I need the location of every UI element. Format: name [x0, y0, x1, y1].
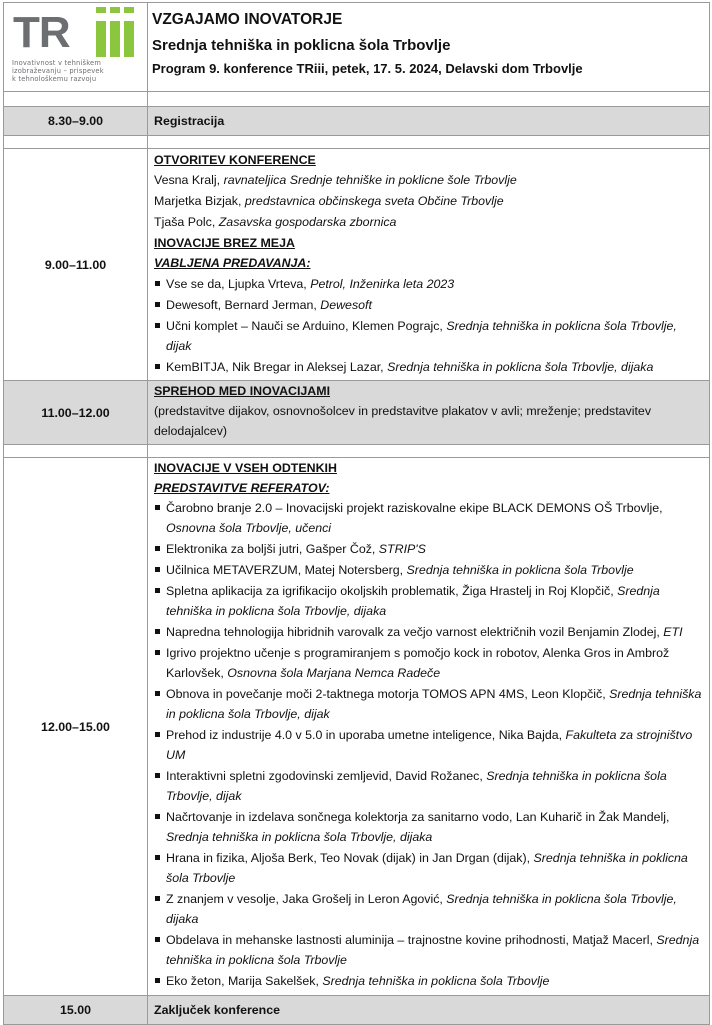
list-item: Igrivo projektno učenje s programiranjem s pomočjo kock in robotov, Alenka Gros in Ambrož Karlovšek, Osnovna šola Marjana Nemca Radeče — [154, 643, 705, 683]
opening-content — [148, 149, 710, 381]
subsection-title: PREDSTAVITVE REFERATOV: — [154, 481, 330, 495]
speaker-line: Vesna Kralj, ravnateljica Srednje tehniške in poklicne šole Trbovlje — [154, 173, 517, 187]
list-item: Čarobno branje 2.0 – Inovacijski projekt raziskovalne ekipe BLACK DEMONS OŠ Trbovlje, Osnovna šola Trbovlje, učenci — [154, 498, 705, 538]
page-title: VZGAJAMO INOVATORJE — [152, 11, 343, 28]
logo-bars-icon — [96, 7, 136, 57]
closing-title: Zaključek konference — [148, 996, 710, 1025]
list-item: Eko žeton, Marija Sakelšek, Srednja tehniška in poklicna šola Trbovlje — [154, 971, 705, 991]
list-item: Interaktivni spletni zgodovinski zemljevid, David Rožanec, Srednja tehniška in poklicna šola Trbovlje, dijak — [154, 766, 705, 806]
list-item: Hrana in fizika, Aljoša Berk, Teo Novak (dijak) in Jan Drgan (dijak), Srednja tehniška in poklicna šola Trbovlje — [154, 848, 705, 888]
section-title: INOVACIJE V VSEH ODTENKIH — [154, 461, 337, 475]
subsection-title: VABLJENA PREDAVANJA: — [154, 256, 311, 270]
logo-letters: TR — [13, 8, 70, 57]
program-line: Program 9. konference TRiii, petek, 17. 5. 2024, Delavski dom Trbovlje — [152, 61, 583, 76]
time-cell: 12.00–15.00 — [4, 458, 148, 996]
program-table — [3, 2, 710, 1025]
invited-list — [154, 274, 705, 377]
logo-tagline: Inovativnost v tehniškem izobraževanju – prispevek k tehnološkemu razvoju — [12, 59, 104, 83]
row-opening — [4, 149, 710, 381]
list-item: Elektronika za boljši jutri, Gašper Čož, STRIP'S — [154, 539, 705, 559]
header-cell — [148, 3, 710, 92]
list-item: Načrtovanje in izdelava sončnega kolektorja za sanitarno vodo, Lan Kuharič in Žak Mandelj, Srednja tehniška in poklicna šola Trbovlje, dijaka — [154, 807, 705, 847]
time-cell: 11.00–12.00 — [4, 381, 148, 445]
row-closing — [4, 996, 710, 1025]
talks-list — [154, 498, 705, 991]
row-talks — [4, 458, 710, 996]
list-item: Vse se da, Ljupka Vrteva, Petrol, Inženirka leta 2023 — [154, 274, 705, 294]
logo-cell — [4, 3, 148, 92]
speaker-line: Marjetka Bizjak, predstavnica občinskega sveta Občine Trbovlje — [154, 194, 504, 208]
list-item: Napredna tehnologija hibridnih varovalk za večjo varnost električnih vozil Benjamin Zlodej, ETI — [154, 622, 705, 642]
section-title: OTVORITEV KONFERENCE — [154, 153, 316, 167]
list-item: Z znanjem v vesolje, Jaka Grošelj in Leron Agović, Srednja tehniška in poklicna šola Trbovlje, dijaka — [154, 889, 705, 929]
talks-content — [148, 458, 710, 996]
walk-description: (predstavitve dijakov, osnovnošolcev in predstavitve plakatov v avli; mreženje; predstavitev delodajalcev) — [154, 404, 652, 438]
row-walk — [4, 381, 710, 445]
triii-logo — [12, 5, 142, 95]
section-title: INOVACIJE BREZ MEJA — [154, 236, 295, 250]
speaker-line: Tjaša Polc, Zasavska gospodarska zbornica — [154, 215, 397, 229]
registration-title: Registracija — [148, 107, 710, 136]
list-item: KemBITJA, Nik Bregar in Aleksej Lazar, Srednja tehniška in poklicna šola Trbovlje, dijaka — [154, 357, 705, 377]
time-cell: 8.30–9.00 — [4, 107, 148, 136]
row-registration — [4, 107, 710, 136]
list-item: Prehod iz industrije 4.0 v 5.0 in uporaba umetne inteligence, Nika Bajda, Fakulteta za strojništvo UM — [154, 725, 705, 765]
list-item: Obdelava in mehanske lastnosti aluminija – trajnostne kovine prihodnosti, Matjaž Macerl, Srednja tehniška in poklicna šola Trbovlje — [154, 930, 705, 970]
time-cell: 15.00 — [4, 996, 148, 1025]
section-title: SPREHOD MED INOVACIJAMI — [154, 384, 331, 398]
list-item: Učilnica METAVERZUM, Matej Notersberg, Srednja tehniška in poklicna šola Trbovlje — [154, 560, 705, 580]
list-item: Spletna aplikacija za igrifikacijo okoljskih problematik, Žiga Hrastelj in Roj Klopčič, Srednja tehniška in poklicna šola Trbovlje, dijaka — [154, 581, 705, 621]
time-cell: 9.00–11.00 — [4, 149, 148, 381]
list-item: Obnova in povečanje moči 2-taktnega motorja TOMOS APN 4MS, Leon Klopčič, Srednja tehniška in poklicna šola Trbovlje, dijak — [154, 684, 705, 724]
list-item: Učni komplet – Nauči se Arduino, Klemen Pograjc, Srednja tehniška in poklicna šola Trbovlje, dijak — [154, 316, 705, 356]
school-name: Srednja tehniška in poklicna šola Trbovlje — [152, 37, 451, 54]
list-item: Dewesoft, Bernard Jerman, Dewesoft — [154, 295, 705, 315]
walk-content — [148, 381, 710, 445]
